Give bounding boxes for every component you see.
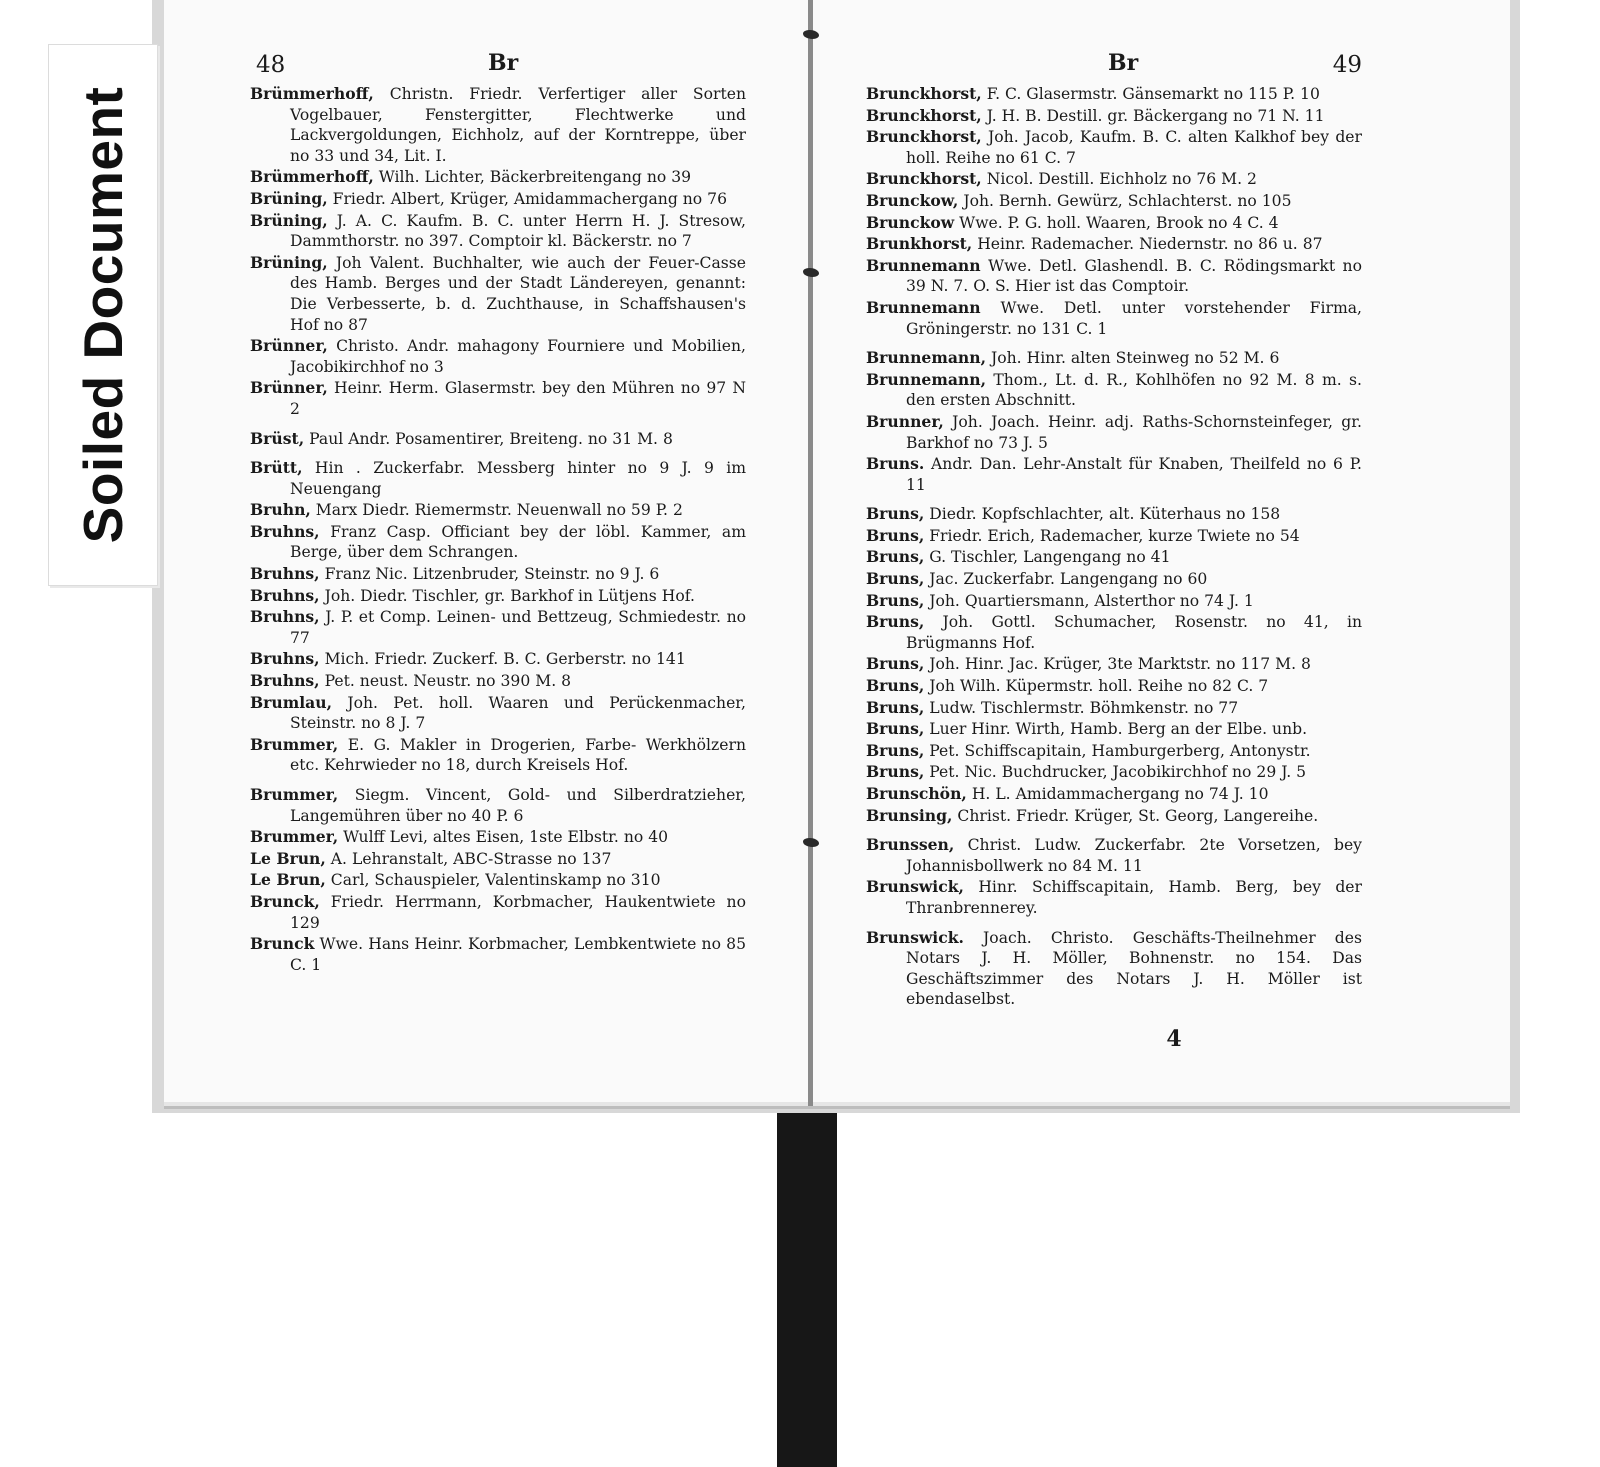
entry-details: Friedr. Herrmann, Korbmacher, Haukentwiete no 129 (290, 892, 746, 932)
entry-surname: Bruns, (866, 654, 925, 674)
entry-surname: Brünner, (250, 378, 328, 398)
directory-entry (866, 762, 1362, 783)
directory-entry (866, 877, 1362, 918)
entry-surname: Brüning, (250, 252, 328, 272)
directory-entry (866, 84, 1362, 105)
directory-entry (250, 429, 746, 450)
entry-details: Pet. neust. Neustr. no 390 M. 8 (319, 672, 572, 691)
entry-surname: Brunswick. (866, 927, 964, 947)
entry-details: Joh. Gottl. Schumacher, Rosenstr. no 41, in Brügmanns Hof. (906, 613, 1362, 652)
entry-details: Marx Diedr. Riemermstr. Neuenwall no 59 P. 2 (310, 501, 683, 520)
entry-details: Wilh. Lichter, Bäckerbreitengang no 39 (373, 168, 692, 187)
entry-surname: Bruhns, (250, 671, 320, 691)
directory-entry (866, 370, 1362, 411)
directory-entry (866, 741, 1362, 762)
entry-surname: Bruhns, (250, 564, 320, 584)
entry-details: Friedr. Erich, Rademacher, kurze Twiete no 54 (924, 526, 1300, 545)
entry-details: Joh. Bernh. Gewürz, Schlachterst. no 105 (958, 191, 1292, 210)
directory-entry (250, 458, 746, 499)
entry-surname: Brunnemann, (866, 348, 987, 368)
directory-entry (250, 211, 746, 252)
entry-surname: Brüning, (250, 188, 328, 208)
directory-entry (866, 213, 1362, 234)
directory-entry (866, 256, 1362, 297)
bookmark-ribbon (777, 1113, 837, 1467)
entry-surname: Le Brun, (250, 848, 326, 868)
directory-entry (250, 336, 746, 377)
entry-details: Wwe. Detl. unter vorstehender Firma, Gröningerstr. no 131 C. 1 (906, 298, 1362, 338)
entry-surname: Bruhns, (250, 585, 320, 605)
entry-details: Joh. Diedr. Tischler, gr. Barkhof in Lütjens Hof. (319, 586, 695, 605)
spine-stitch-mark (803, 30, 819, 39)
directory-entry (866, 348, 1362, 369)
entry-surname: Brunnemann (866, 297, 981, 317)
spine-stitch-mark (803, 268, 819, 277)
entry-details: Ludw. Tischlermstr. Böhmkenstr. no 77 (924, 698, 1239, 717)
entry-surname: Bruns, (866, 569, 925, 589)
entry-surname: Brüning, (250, 210, 328, 230)
directory-entry (866, 454, 1362, 495)
directory-entry (250, 564, 746, 585)
entry-surname: Brunssen, (866, 835, 955, 855)
directory-entry (250, 189, 746, 210)
directory-entry (250, 892, 746, 933)
directory-entry (866, 169, 1362, 190)
entry-surname: Brunner, (866, 411, 944, 431)
directory-entry (250, 849, 746, 870)
entry-surname: Bruns. (866, 454, 925, 474)
directory-entry (866, 298, 1362, 339)
entry-surname: Brunsing, (866, 805, 953, 825)
entry-details: Joh Valent. Buchhalter, wie auch der Feuer-Casse des Hamb. Berges und der Stadt Ländereyen, genannt: Die Verbesserte, b. d. Zuchthause, in Schaffshausen's Hof no 87 (290, 253, 746, 334)
entry-surname: Bruns, (866, 697, 925, 717)
entry-surname: Brunnemann (866, 255, 981, 275)
page-number: 48 (256, 52, 286, 78)
running-head: Br (1108, 50, 1139, 76)
entry-details: Joh. Hinr. alten Steinweg no 52 M. 6 (986, 349, 1280, 368)
spine-stitch-mark (803, 838, 819, 847)
directory-entry (250, 827, 746, 848)
entry-details: Christn. Friedr. Verfertiger aller Sorten Vogelbauer, Fenstergitter, Flechtwerke und Lackvergoldungen, Eichholz, auf der Korntreppe, über no 33 und 34, Lit. I. (290, 85, 746, 165)
entry-details: Siegm. Vincent, Gold- und Silberdratzieher, Langemühren über no 40 P. 6 (290, 786, 746, 825)
left-page (250, 50, 746, 976)
entry-surname: Brummer, (250, 827, 339, 847)
entry-details: J. H. B. Destill. gr. Bäckergang no 71 N. 11 (981, 106, 1325, 125)
entry-details: Carl, Schauspieler, Valentinskamp no 310 (325, 871, 661, 890)
directory-entry (866, 719, 1362, 740)
entry-surname: Brunkhorst, (866, 234, 973, 254)
entry-details: Hin . Zuckerfabr. Messberg hinter no 9 J. 9 im Neuengang (290, 459, 746, 498)
directory-entry (250, 934, 746, 975)
directory-entry (866, 412, 1362, 453)
directory-entry (250, 870, 746, 891)
entry-surname: Bruns, (866, 504, 925, 524)
directory-entry (866, 127, 1362, 168)
entry-details: Heinr. Herm. Glasermstr. bey den Mühren no 97 N 2 (290, 379, 746, 418)
directory-entry (866, 106, 1362, 127)
directory-entry (866, 676, 1362, 697)
entry-details: Franz Nic. Litzenbruder, Steinstr. no 9 J. 6 (319, 565, 660, 584)
directory-entry (250, 671, 746, 692)
directory-entry (866, 526, 1362, 547)
directory-entry (866, 591, 1362, 612)
entry-details: Heinr. Rademacher. Niedernstr. no 86 u. 87 (972, 235, 1323, 254)
directory-entry (250, 586, 746, 607)
directory-entry (866, 928, 1362, 1010)
entry-details: J. P. et Comp. Leinen- und Bettzeug, Schmiedestr. no 77 (290, 608, 746, 647)
entry-surname: Bruns, (866, 740, 925, 760)
page-header (866, 50, 1362, 84)
entry-details: Christ. Ludw. Zuckerfabr. 2te Vorsetzen, bey Johannisbollwerk no 84 M. 11 (906, 836, 1362, 875)
directory-entry (866, 547, 1362, 568)
entry-surname: Brunckow, (866, 190, 959, 210)
entry-surname: Brütt, (250, 458, 303, 478)
entry-surname: Brunckhorst, (866, 84, 982, 103)
entry-surname: Brumlau, (250, 692, 333, 712)
directory-entry (866, 806, 1362, 827)
entry-surname: Bruns, (866, 762, 925, 782)
entry-details: Wwe. P. G. holl. Waaren, Brook no 4 C. 4 (954, 213, 1279, 232)
entry-details: Paul Andr. Posamentirer, Breiteng. no 31 M. 8 (304, 429, 673, 448)
entry-details: Pet. Nic. Buchdrucker, Jacobikirchhof no 29 J. 5 (924, 763, 1307, 782)
entry-details: H. L. Amidammachergang no 74 J. 10 (966, 785, 1269, 803)
directory-entry (866, 504, 1362, 525)
entry-surname: Brunckow (866, 212, 955, 232)
entry-surname: Brunswick, (866, 877, 964, 897)
entry-details: A. Lehranstalt, ABC-Strasse no 137 (325, 849, 612, 868)
directory-entry (250, 84, 746, 166)
entry-details: Christ. Friedr. Krüger, St. Georg, Langereihe. (952, 806, 1319, 825)
entry-details: E. G. Makler in Drogerien, Farbe- Werkhölzern etc. Kehrwieder no 18, durch Kreisels Hof. (290, 735, 746, 775)
entry-surname: Bruhns, (250, 521, 320, 541)
directory-entry (866, 654, 1362, 675)
directory-entry (250, 607, 746, 648)
directory-entry (250, 253, 746, 335)
entry-details: Friedr. Albert, Krüger, Amidammachergang no 76 (327, 189, 727, 208)
directory-entry (250, 735, 746, 776)
entry-details: Diedr. Kopfschlachter, alt. Küterhaus no 158 (924, 505, 1281, 524)
entry-details: Christo. Andr. mahagony Fourniere und Mobilien, Jacobikirchhof no 3 (290, 337, 746, 376)
directory-entry (866, 569, 1362, 590)
entry-surname: Brunckhorst, (866, 105, 982, 125)
directory-entry (250, 167, 746, 188)
entry-details: Joach. Christo. Geschäfts-Theilnehmer des Notars J. H. Möller, Bohnenstr. no 154. Das Geschäftszimmer des Notars J. H. Möller ist ebendaselbst. (906, 928, 1362, 1009)
entry-surname: Brunschön, (866, 784, 967, 803)
entry-details: Joh Wilh. Küpermstr. holl. Reihe no 82 C. 7 (924, 677, 1269, 696)
entry-details: Wwe. Detl. Glashendl. B. C. Rödingsmarkt no 39 N. 7. O. S. Hier ist das Comptoir. (906, 256, 1362, 296)
entry-details: Nicol. Destill. Eichholz no 76 M. 2 (981, 170, 1257, 189)
directory-entry (250, 522, 746, 563)
soiled-document-label (48, 44, 158, 586)
entry-surname: Brunckhorst, (866, 127, 982, 147)
directory-entries (250, 84, 746, 975)
entry-surname: Bruns, (866, 525, 925, 545)
directory-entry (250, 649, 746, 670)
directory-entry (250, 500, 746, 521)
entry-surname: Bruns, (866, 590, 925, 610)
entry-details: Joh. Pet. holl. Waaren und Perückenmacher, Steinstr. no 8 J. 7 (290, 693, 746, 733)
entry-details: Mich. Friedr. Zuckerf. B. C. Gerberstr. no 141 (319, 650, 686, 669)
entry-details: Joh. Quartiersmann, Alsterthor no 74 J. 1 (924, 591, 1254, 610)
entry-details: Joh. Joach. Heinr. adj. Raths-Schornsteinfeger, gr. Barkhof no 73 J. 5 (906, 412, 1362, 452)
entry-surname: Brümmerhoff, (250, 167, 374, 187)
entry-surname: Brüst, (250, 428, 305, 448)
directory-entry (866, 234, 1362, 255)
entry-details: Jac. Zuckerfabr. Langengang no 60 (924, 570, 1208, 589)
entry-details: J. A. C. Kaufm. B. C. unter Herrn H. J. Stresow, Dammthorstr. no 397. Comptoir kl. Bäckerstr. no 7 (290, 211, 746, 251)
entry-details: Wulff Levi, altes Eisen, 1ste Elbstr. no 40 (338, 828, 669, 847)
directory-entry (866, 698, 1362, 719)
entry-surname: Le Brun, (250, 870, 326, 890)
entry-surname: Bruns, (866, 676, 925, 696)
entry-surname: Bruhn, (250, 500, 311, 520)
entry-details: Joh. Jacob, Kaufm. B. C. alten Kalkhof bey der holl. Reihe no 61 C. 7 (906, 128, 1362, 167)
directory-entry (866, 612, 1362, 653)
right-page (866, 50, 1362, 1052)
entry-surname: Brunnemann, (866, 369, 987, 389)
entry-surname: Bruns, (866, 612, 925, 632)
entry-surname: Brummer, (250, 734, 339, 754)
book-spine (808, 0, 813, 1106)
entry-surname: Brünner, (250, 336, 328, 356)
entry-surname: Bruns, (866, 547, 925, 567)
entry-details: Hinr. Schiffscapitain, Hamb. Berg, bey der Thranbrennerey. (906, 878, 1362, 917)
entry-details: G. Tischler, Langengang no 41 (924, 548, 1171, 567)
directory-entry (250, 693, 746, 734)
entry-surname: Bruhns, (250, 649, 320, 669)
entry-surname: Bruns, (866, 719, 925, 739)
directory-entry (866, 835, 1362, 876)
entry-surname: Brummer, (250, 785, 339, 804)
entry-surname: Brunckhorst, (866, 169, 982, 189)
signature-mark: 4 (1166, 1025, 1182, 1052)
entry-details: Wwe. Hans Heinr. Korbmacher, Lembkentwiete no 85 C. 1 (290, 935, 746, 974)
entry-details: F. C. Glasermstr. Gänsemarkt no 115 P. 10 (981, 85, 1320, 103)
running-head: Br (488, 50, 519, 76)
label-text: Soiled Document (72, 86, 134, 544)
page-header (250, 50, 746, 84)
entry-details: Joh. Hinr. Jac. Krüger, 3te Marktstr. no 117 M. 8 (924, 655, 1311, 674)
directory-entry (250, 785, 746, 826)
entry-surname: Bruhns, (250, 607, 320, 627)
entry-surname: Brümmerhoff, (250, 84, 374, 103)
entry-details: Thom., Lt. d. R., Kohlhöfen no 92 M. 8 m. s. den ersten Abschnitt. (906, 370, 1362, 410)
entry-surname: Brunck, (250, 891, 320, 911)
entry-surname: Brunck (250, 934, 315, 954)
directory-entry (866, 191, 1362, 212)
entry-details: Franz Casp. Officiant bey der löbl. Kammer, am Berge, über dem Schrangen. (290, 522, 746, 562)
directory-entry (250, 378, 746, 419)
entry-details: Pet. Schiffscapitain, Hamburgerberg, Antonystr. (924, 741, 1311, 760)
directory-entries (866, 84, 1362, 1010)
entry-details: Luer Hinr. Wirth, Hamb. Berg an der Elbe. unb. (924, 720, 1308, 739)
directory-entry (866, 784, 1362, 805)
entry-details: Andr. Dan. Lehr-Anstalt für Knaben, Theilfeld no 6 P. 11 (906, 455, 1362, 494)
page-number: 49 (1332, 52, 1362, 78)
